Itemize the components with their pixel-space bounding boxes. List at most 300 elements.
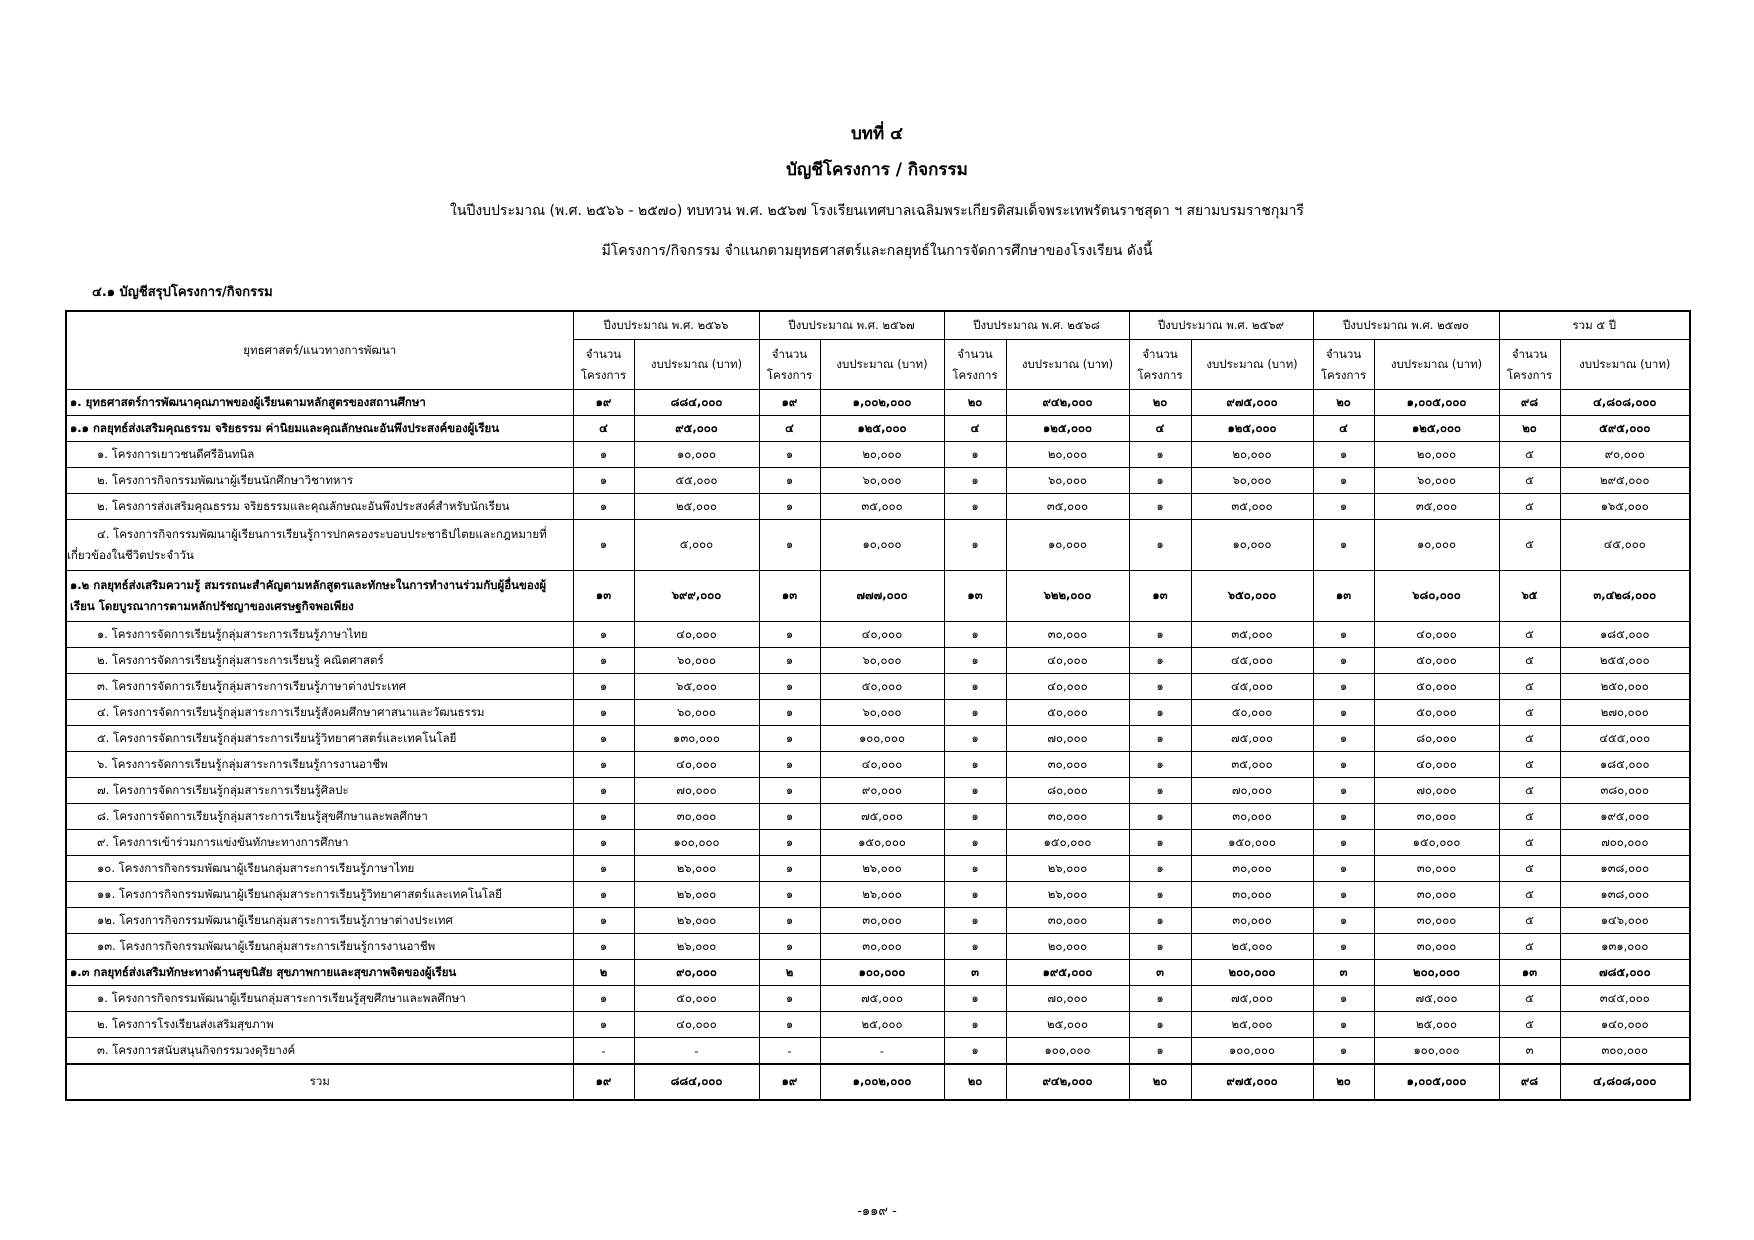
strategy-name-cell: รวม bbox=[66, 1064, 573, 1100]
budget-cell: ๖๐,๐๐๐ bbox=[1374, 468, 1499, 494]
strategy-name-cell: ๑๐. โครงการกิจกรรมพัฒนาผู้เรียนกลุ่มสาระการเรียนรู้ภาษาไทย bbox=[66, 856, 573, 882]
budget-header: งบประมาณ (บาท) bbox=[1191, 340, 1313, 390]
budget-cell: ๓๐,๐๐๐ bbox=[1374, 934, 1499, 960]
project-count-cell: ๑ bbox=[759, 442, 820, 468]
project-count-cell: ๑ bbox=[759, 856, 820, 882]
project-count-cell: ๑ bbox=[944, 442, 1006, 468]
budget-cell: ๑๙๕,๐๐๐ bbox=[1560, 804, 1690, 830]
table-row bbox=[66, 1038, 1690, 1065]
intro-line-2: มีโครงการ/กิจกรรม จำแนกตามยุทธศาสตร์และกลยุทธ์ในการจัดการศึกษาของโรงเรียน ดังนี้ bbox=[601, 243, 1153, 259]
budget-cell: ๒๖,๐๐๐ bbox=[820, 882, 944, 908]
budget-cell: ๖๘๐,๐๐๐ bbox=[1374, 571, 1499, 622]
budget-cell: ๔๐,๐๐๐ bbox=[1374, 752, 1499, 778]
project-count-cell: ๑๓ bbox=[759, 571, 820, 622]
project-count-cell: ๑ bbox=[944, 674, 1006, 700]
budget-cell: ๓๐,๐๐๐ bbox=[820, 934, 944, 960]
project-count-cell: ๑ bbox=[573, 494, 634, 520]
project-count-cell: ๕ bbox=[1499, 494, 1560, 520]
budget-cell: ๓๐,๐๐๐ bbox=[634, 804, 759, 830]
budget-header: งบประมาณ (บาท) bbox=[1006, 340, 1129, 390]
project-count-cell: ๑ bbox=[944, 1012, 1006, 1038]
table-row bbox=[66, 752, 1690, 778]
project-count-cell: ๑ bbox=[759, 908, 820, 934]
strategy-name-cell: ๘. โครงการจัดการเรียนรู้กลุ่มสาระการเรียนรู้สุขศึกษาและพลศึกษา bbox=[66, 804, 573, 830]
budget-cell: ๘๐,๐๐๐ bbox=[1374, 726, 1499, 752]
project-count-header bbox=[1499, 340, 1560, 390]
chapter-heading: บทที่ ๔ bbox=[851, 124, 903, 144]
year-header: ปีงบประมาณ พ.ศ. ๒๕๖๗ bbox=[759, 311, 944, 340]
project-count-cell: ๑ bbox=[1313, 674, 1374, 700]
budget-header: งบประมาณ (บาท) bbox=[1560, 340, 1690, 390]
table-row bbox=[66, 520, 1690, 571]
project-count-cell: ๑ bbox=[759, 622, 820, 648]
budget-cell: ๑๐๐,๐๐๐ bbox=[634, 830, 759, 856]
budget-cell: ๗๗๗,๐๐๐ bbox=[820, 571, 944, 622]
project-count-cell: ๕ bbox=[1499, 804, 1560, 830]
strategy-name-cell: ๑.๑ กลยุทธ์ส่งเสริมคุณธรรม จริยธรรม ค่านิยมและคุณลักษณะอันพึงประสงค์ของผู้เรียน bbox=[66, 416, 573, 442]
budget-cell: ๓,๔๒๘,๐๐๐ bbox=[1560, 571, 1690, 622]
project-count-cell: ๕ bbox=[1499, 986, 1560, 1012]
project-count-cell: ๕ bbox=[1499, 700, 1560, 726]
budget-cell: ๕๕,๐๐๐ bbox=[634, 468, 759, 494]
project-count-cell: ๕ bbox=[1499, 882, 1560, 908]
project-count-cell: ๒๐ bbox=[1499, 416, 1560, 442]
project-count-cell: ๑๓ bbox=[944, 571, 1006, 622]
budget-cell: ๑๘๕,๐๐๐ bbox=[1560, 622, 1690, 648]
budget-cell: ๕๐,๐๐๐ bbox=[634, 986, 759, 1012]
project-count-cell: ๑ bbox=[759, 648, 820, 674]
year-header: ปีงบประมาณ พ.ศ. ๒๕๖๘ bbox=[944, 311, 1129, 340]
project-count-cell: ๑ bbox=[1129, 908, 1191, 934]
strategy-name-cell: ๔. โครงการกิจกรรมพัฒนาผู้เรียนการเรียนรู้การปกครองระบอบประชาธิปไตยและกฎหมายที่เกี่ยวข้องในชีวิตประจำวัน bbox=[66, 520, 573, 571]
budget-cell: ๔๕,๐๐๐ bbox=[1191, 648, 1313, 674]
budget-cell: ๖๐,๐๐๐ bbox=[1006, 468, 1129, 494]
project-count-cell: ๑ bbox=[573, 778, 634, 804]
budget-cell: ๒๐,๐๐๐ bbox=[1191, 442, 1313, 468]
budget-cell: ๖๐,๐๐๐ bbox=[820, 648, 944, 674]
budget-cell: ๑๐๐,๐๐๐ bbox=[1006, 1038, 1129, 1065]
strategy-name-cell: ๒. โครงการจัดการเรียนรู้กลุ่มสาระการเรียนรู้ คณิตศาสตร์ bbox=[66, 648, 573, 674]
budget-cell: ๓๕,๐๐๐ bbox=[1374, 494, 1499, 520]
project-count-cell: ๑ bbox=[944, 934, 1006, 960]
budget-cell: ๖๐,๐๐๐ bbox=[820, 700, 944, 726]
project-count-cell: ๑ bbox=[944, 520, 1006, 571]
table-row bbox=[66, 494, 1690, 520]
budget-cell: ๓๐,๐๐๐ bbox=[1191, 908, 1313, 934]
budget-cell: ๑๔๐,๐๐๐ bbox=[1560, 1012, 1690, 1038]
project-count-cell: - bbox=[573, 1038, 634, 1065]
budget-cell: ๗๘๕,๐๐๐ bbox=[1560, 960, 1690, 986]
project-count-cell: ๒ bbox=[759, 960, 820, 986]
project-count-cell: ๓ bbox=[1313, 960, 1374, 986]
table-row bbox=[66, 882, 1690, 908]
budget-cell: ๕๙๕,๐๐๐ bbox=[1560, 416, 1690, 442]
budget-cell: ๒๕,๐๐๐ bbox=[1191, 934, 1313, 960]
budget-cell: ๓๐๐,๐๐๐ bbox=[1560, 1038, 1690, 1065]
budget-header: งบประมาณ (บาท) bbox=[1374, 340, 1499, 390]
budget-cell: ๒๕๕,๐๐๐ bbox=[1560, 648, 1690, 674]
budget-cell: ๓๕,๐๐๐ bbox=[820, 494, 944, 520]
project-count-cell: ๑ bbox=[1313, 494, 1374, 520]
year-header: ปีงบประมาณ พ.ศ. ๒๕๖๖ bbox=[573, 311, 759, 340]
project-count-cell: ๑ bbox=[1313, 752, 1374, 778]
project-count-cell: ๑ bbox=[573, 726, 634, 752]
project-count-cell: ๑ bbox=[1313, 520, 1374, 571]
strategy-name-cell: ๒. โครงการกิจกรรมพัฒนาผู้เรียนนักศึกษาวิชาทหาร bbox=[66, 468, 573, 494]
budget-cell: ๔๕๕,๐๐๐ bbox=[1560, 726, 1690, 752]
strategy-name-cell: ๙. โครงการเข้าร่วมการแข่งขันทักษะทางการศึกษา bbox=[66, 830, 573, 856]
budget-cell: ๒๖,๐๐๐ bbox=[1006, 882, 1129, 908]
count-header-line: จำนวน bbox=[1142, 346, 1178, 361]
project-count-cell: ๑๓ bbox=[573, 571, 634, 622]
budget-cell: ๓๐,๐๐๐ bbox=[1006, 908, 1129, 934]
budget-cell: ๖๙๙,๐๐๐ bbox=[634, 571, 759, 622]
project-count-cell: ๕ bbox=[1499, 778, 1560, 804]
project-count-cell: ๑ bbox=[759, 752, 820, 778]
project-count-cell: ๑ bbox=[1129, 520, 1191, 571]
project-count-cell: ๑ bbox=[1313, 778, 1374, 804]
project-count-cell: ๑ bbox=[1129, 442, 1191, 468]
budget-cell: ๕๐,๐๐๐ bbox=[1374, 700, 1499, 726]
table-row bbox=[66, 934, 1690, 960]
budget-cell: ๕,๐๐๐ bbox=[634, 520, 759, 571]
strategy-name-cell: ๑.๒ กลยุทธ์ส่งเสริมความรู้ สมรรถนะสำคัญตามหลักสูตรและทักษะในการทำงานร่วมกับผู้อื่นของผู้เรียน โดยบูรณาการตามหลักปรัชญาของเศรษฐกิจพอเพียง bbox=[66, 571, 573, 622]
project-count-cell: ๓ bbox=[944, 960, 1006, 986]
project-count-cell: ๑ bbox=[944, 726, 1006, 752]
table-row bbox=[66, 674, 1690, 700]
project-count-cell: ๑ bbox=[573, 752, 634, 778]
budget-cell: ๑๓๑,๐๐๐ bbox=[1560, 934, 1690, 960]
budget-cell: ๑,๐๐๕,๐๐๐ bbox=[1374, 1064, 1499, 1100]
budget-cell: ๙๐,๐๐๐ bbox=[820, 778, 944, 804]
year-header: ปีงบประมาณ พ.ศ. ๒๕๖๙ bbox=[1129, 311, 1313, 340]
budget-cell: ๘๘๔,๐๐๐ bbox=[634, 390, 759, 416]
budget-cell: ๑๓๘,๐๐๐ bbox=[1560, 856, 1690, 882]
budget-cell: ๔๐,๐๐๐ bbox=[634, 622, 759, 648]
project-count-cell: ๑๓ bbox=[1313, 571, 1374, 622]
table-row bbox=[66, 1012, 1690, 1038]
project-count-cell: ๒๐ bbox=[1313, 390, 1374, 416]
project-count-cell: ๑ bbox=[1129, 674, 1191, 700]
table-row bbox=[66, 571, 1690, 622]
section-title: ๔.๑ บัญชีสรุปโครงการ/กิจกรรม bbox=[92, 285, 273, 300]
budget-header: งบประมาณ (บาท) bbox=[820, 340, 944, 390]
budget-cell: ๒๖,๐๐๐ bbox=[634, 882, 759, 908]
budget-cell: ๗๐,๐๐๐ bbox=[1006, 726, 1129, 752]
budget-cell: ๓๐,๐๐๐ bbox=[1374, 804, 1499, 830]
budget-cell: ๑,๐๐๕,๐๐๐ bbox=[1374, 390, 1499, 416]
project-count-cell: ๕ bbox=[1499, 856, 1560, 882]
strategy-name-cell: ๖. โครงการจัดการเรียนรู้กลุ่มสาระการเรียนรู้การงานอาชีพ bbox=[66, 752, 573, 778]
budget-cell: ๙๔๒,๐๐๐ bbox=[1006, 1064, 1129, 1100]
project-count-cell: ๑ bbox=[759, 804, 820, 830]
project-count-cell: ๑ bbox=[573, 882, 634, 908]
budget-cell: ๓๔๕,๐๐๐ bbox=[1560, 986, 1690, 1012]
project-count-cell: ๑ bbox=[759, 674, 820, 700]
budget-cell: ๗๐,๐๐๐ bbox=[1374, 778, 1499, 804]
strategy-name-cell: ๑๒. โครงการกิจกรรมพัฒนาผู้เรียนกลุ่มสาระการเรียนรู้ภาษาต่างประเทศ bbox=[66, 908, 573, 934]
project-count-cell: ๑๓ bbox=[1499, 960, 1560, 986]
project-count-cell: ๑ bbox=[944, 986, 1006, 1012]
project-count-cell: ๑ bbox=[944, 908, 1006, 934]
project-count-cell: ๑ bbox=[1129, 726, 1191, 752]
project-count-cell: ๑ bbox=[1129, 622, 1191, 648]
project-count-cell: ๑ bbox=[944, 804, 1006, 830]
budget-cell: ๕๐,๐๐๐ bbox=[1374, 648, 1499, 674]
project-count-cell: ๑ bbox=[759, 934, 820, 960]
strategy-column-header: ยุทธศาสตร์/แนวทางการพัฒนา bbox=[66, 311, 573, 390]
strategy-name-cell: ๓. โครงการจัดการเรียนรู้กลุ่มสาระการเรียนรู้ภาษาต่างประเทศ bbox=[66, 674, 573, 700]
project-count-cell: ๑ bbox=[759, 1012, 820, 1038]
budget-cell: ๔๐,๐๐๐ bbox=[634, 1012, 759, 1038]
project-count-cell: ๕ bbox=[1499, 726, 1560, 752]
project-count-cell: ๑ bbox=[944, 622, 1006, 648]
project-count-cell: ๑ bbox=[944, 856, 1006, 882]
project-count-cell: ๑ bbox=[1129, 648, 1191, 674]
budget-cell: ๑๐,๐๐๐ bbox=[820, 520, 944, 571]
budget-cell: ๑๐๐,๐๐๐ bbox=[1374, 1038, 1499, 1065]
table-row bbox=[66, 648, 1690, 674]
budget-cell: ๓๐,๐๐๐ bbox=[820, 908, 944, 934]
table-row bbox=[66, 700, 1690, 726]
strategy-name-cell: ๕. โครงการจัดการเรียนรู้กลุ่มสาระการเรียนรู้วิทยาศาสตร์และเทคโนโลยี bbox=[66, 726, 573, 752]
project-count-cell: ๕ bbox=[1499, 908, 1560, 934]
budget-cell: ๙๗๕,๐๐๐ bbox=[1191, 1064, 1313, 1100]
project-count-cell: ๑ bbox=[1313, 468, 1374, 494]
budget-cell: ๒๖,๐๐๐ bbox=[820, 856, 944, 882]
project-count-cell: ๑๓ bbox=[1129, 571, 1191, 622]
budget-cell: ๓๘๐,๐๐๐ bbox=[1560, 778, 1690, 804]
project-count-cell: ๑ bbox=[1313, 726, 1374, 752]
table-row bbox=[66, 468, 1690, 494]
project-count-cell: ๑ bbox=[1129, 882, 1191, 908]
table-row bbox=[66, 856, 1690, 882]
budget-cell: ๕๐,๐๐๐ bbox=[820, 674, 944, 700]
budget-cell: ๑๒๕,๐๐๐ bbox=[1191, 416, 1313, 442]
strategy-name-cell: ๒. โครงการส่งเสริมคุณธรรม จริยธรรมและคุณลักษณะอันพึงประสงค์สำหรับนักเรียน bbox=[66, 494, 573, 520]
project-count-header bbox=[944, 340, 1006, 390]
budget-cell: ๑๐,๐๐๐ bbox=[1006, 520, 1129, 571]
project-count-cell: ๑ bbox=[1129, 856, 1191, 882]
project-count-cell: ๔ bbox=[1129, 416, 1191, 442]
budget-cell: ๓๐,๐๐๐ bbox=[1374, 908, 1499, 934]
budget-cell: ๑๐๐,๐๐๐ bbox=[820, 960, 944, 986]
budget-cell: ๑๐,๐๐๐ bbox=[1191, 520, 1313, 571]
project-count-cell: ๑ bbox=[1313, 700, 1374, 726]
project-count-cell: ๙๘ bbox=[1499, 1064, 1560, 1100]
project-count-cell: ๑ bbox=[759, 726, 820, 752]
project-count-cell: ๑ bbox=[1313, 804, 1374, 830]
table-row bbox=[66, 390, 1690, 416]
budget-cell: ๖๐,๐๐๐ bbox=[634, 700, 759, 726]
project-count-cell: ๑ bbox=[1129, 1038, 1191, 1065]
project-count-cell: ๑ bbox=[1313, 442, 1374, 468]
budget-cell: ๓๐,๐๐๐ bbox=[1374, 856, 1499, 882]
project-count-cell: ๑ bbox=[1313, 1012, 1374, 1038]
project-count-cell: ๑๙ bbox=[759, 1064, 820, 1100]
budget-cell: ๓๐,๐๐๐ bbox=[1006, 804, 1129, 830]
project-count-cell: ๑ bbox=[1129, 468, 1191, 494]
table-row bbox=[66, 960, 1690, 986]
project-count-cell: ๑ bbox=[1313, 882, 1374, 908]
budget-cell: ๑๕๐,๐๐๐ bbox=[820, 830, 944, 856]
budget-cell: ๓๕,๐๐๐ bbox=[1191, 622, 1313, 648]
project-count-cell: ๑ bbox=[1313, 1038, 1374, 1065]
project-count-cell: ๕ bbox=[1499, 674, 1560, 700]
project-count-cell: ๑ bbox=[1129, 494, 1191, 520]
budget-cell: ๖๒๒,๐๐๐ bbox=[1006, 571, 1129, 622]
budget-cell: ๔๕,๐๐๐ bbox=[1560, 520, 1690, 571]
project-count-cell: ๑ bbox=[1313, 856, 1374, 882]
budget-cell: ๔๐,๐๐๐ bbox=[634, 752, 759, 778]
count-header-line: โครงการ bbox=[1137, 367, 1183, 382]
project-count-header bbox=[1313, 340, 1374, 390]
budget-cell: ๗๕,๐๐๐ bbox=[1191, 986, 1313, 1012]
budget-cell: ๗๐,๐๐๐ bbox=[634, 778, 759, 804]
strategy-name-cell: ๑๑. โครงการกิจกรรมพัฒนาผู้เรียนกลุ่มสาระการเรียนรู้วิทยาศาสตร์และเทคโนโลยี bbox=[66, 882, 573, 908]
budget-cell: ๘๘๔,๐๐๐ bbox=[634, 1064, 759, 1100]
table-row bbox=[66, 830, 1690, 856]
project-count-cell: ๓ bbox=[1499, 1038, 1560, 1065]
project-count-cell: ๕ bbox=[1499, 830, 1560, 856]
budget-cell: ๑๕๐,๐๐๐ bbox=[1006, 830, 1129, 856]
project-count-cell: ๒๐ bbox=[1129, 390, 1191, 416]
project-count-cell: - bbox=[759, 1038, 820, 1065]
budget-cell: ๔๐,๐๐๐ bbox=[1006, 674, 1129, 700]
project-count-cell: ๑ bbox=[573, 986, 634, 1012]
project-count-cell: ๑ bbox=[1313, 648, 1374, 674]
table-row bbox=[66, 804, 1690, 830]
project-count-cell: ๑ bbox=[759, 468, 820, 494]
budget-cell: ๑๐,๐๐๐ bbox=[634, 442, 759, 468]
budget-cell: ๒๐,๐๐๐ bbox=[1006, 442, 1129, 468]
budget-cell: ๖๐,๐๐๐ bbox=[820, 468, 944, 494]
total-5-years-header: รวม ๕ ปี bbox=[1499, 311, 1690, 340]
budget-cell: ๓๐,๐๐๐ bbox=[1006, 622, 1129, 648]
count-header-line: จำนวน bbox=[1325, 346, 1362, 361]
project-count-cell: ๕ bbox=[1499, 752, 1560, 778]
project-count-cell: ๓ bbox=[1129, 960, 1191, 986]
project-count-cell: ๑ bbox=[944, 778, 1006, 804]
project-count-cell: ๑ bbox=[944, 882, 1006, 908]
budget-cell: ๗๐,๐๐๐ bbox=[1006, 986, 1129, 1012]
project-count-cell: ๑๙ bbox=[573, 390, 634, 416]
year-header: ปีงบประมาณ พ.ศ. ๒๕๗๐ bbox=[1313, 311, 1499, 340]
budget-cell: ๕๐,๐๐๐ bbox=[1374, 674, 1499, 700]
budget-cell: ๙๗๕,๐๐๐ bbox=[1191, 390, 1313, 416]
budget-cell: ๔๐,๐๐๐ bbox=[820, 752, 944, 778]
budget-cell: - bbox=[634, 1038, 759, 1065]
budget-cell: ๒๕,๐๐๐ bbox=[1006, 1012, 1129, 1038]
budget-cell: ๗๕,๐๐๐ bbox=[820, 804, 944, 830]
project-count-cell: ๔ bbox=[759, 416, 820, 442]
project-count-cell: ๔ bbox=[1313, 416, 1374, 442]
project-count-cell: ๒๐ bbox=[944, 1064, 1006, 1100]
project-count-cell: ๕ bbox=[1499, 1012, 1560, 1038]
budget-cell: ๗๐,๐๐๐ bbox=[1191, 778, 1313, 804]
project-count-cell: ๑ bbox=[1129, 700, 1191, 726]
project-count-cell: ๑ bbox=[1313, 934, 1374, 960]
project-count-cell: ๑ bbox=[944, 494, 1006, 520]
project-count-cell: ๑ bbox=[573, 520, 634, 571]
project-count-cell: ๒๐ bbox=[1313, 1064, 1374, 1100]
count-header-line: จำนวน bbox=[771, 346, 808, 361]
budget-cell: ๙๐,๐๐๐ bbox=[1560, 442, 1690, 468]
budget-cell: ๒๕,๐๐๐ bbox=[1374, 1012, 1499, 1038]
project-count-cell: ๑ bbox=[573, 442, 634, 468]
budget-cell: ๑๕๐,๐๐๐ bbox=[1374, 830, 1499, 856]
project-count-cell: ๑ bbox=[573, 934, 634, 960]
budget-cell: ๙๕,๐๐๐ bbox=[634, 416, 759, 442]
budget-cell: ๗๕,๐๐๐ bbox=[1191, 726, 1313, 752]
budget-cell: ๑๓๘,๐๐๐ bbox=[1560, 882, 1690, 908]
budget-cell: ๓๐,๐๐๐ bbox=[1191, 882, 1313, 908]
page-number: -๑๑๙ - bbox=[857, 1204, 897, 1219]
project-count-cell: ๑ bbox=[1129, 830, 1191, 856]
budget-cell: ๑๙๕,๐๐๐ bbox=[1006, 960, 1129, 986]
budget-cell: ๑๐,๐๐๐ bbox=[1374, 520, 1499, 571]
budget-cell: ๒๐๐,๐๐๐ bbox=[1374, 960, 1499, 986]
budget-cell: ๗๕,๐๐๐ bbox=[820, 986, 944, 1012]
strategy-name-cell: ๔. โครงการจัดการเรียนรู้กลุ่มสาระการเรียนรู้สังคมศึกษาศาสนาและวัฒนธรรม bbox=[66, 700, 573, 726]
project-count-cell: ๒๐ bbox=[1129, 1064, 1191, 1100]
budget-cell: ๓๐,๐๐๐ bbox=[1374, 882, 1499, 908]
strategy-name-cell: ๑. ยุทธศาสตร์การพัฒนาคุณภาพของผู้เรียนตามหลักสูตรของสถานศึกษา bbox=[66, 390, 573, 416]
project-count-cell: ๖๕ bbox=[1499, 571, 1560, 622]
count-header-line: โครงการ bbox=[580, 367, 627, 382]
budget-cell: ๑๖๕,๐๐๐ bbox=[1560, 494, 1690, 520]
project-count-cell: ๕ bbox=[1499, 468, 1560, 494]
budget-cell: ๕๐,๐๐๐ bbox=[1006, 700, 1129, 726]
project-count-cell: ๕ bbox=[1499, 442, 1560, 468]
budget-cell: ๑,๐๐๒,๐๐๐ bbox=[820, 390, 944, 416]
budget-cell: ๑๘๕,๐๐๐ bbox=[1560, 752, 1690, 778]
strategy-name-cell: ๒. โครงการโรงเรียนส่งเสริมสุขภาพ bbox=[66, 1012, 573, 1038]
count-header-line: จำนวน bbox=[957, 346, 993, 361]
strategy-name-cell: ๑. โครงการจัดการเรียนรู้กลุ่มสาระการเรียนรู้ภาษาไทย bbox=[66, 622, 573, 648]
project-count-cell: ๒ bbox=[573, 960, 634, 986]
table-header bbox=[66, 311, 1690, 390]
project-count-cell: ๑ bbox=[944, 468, 1006, 494]
budget-cell: ๔,๘๐๘,๐๐๐ bbox=[1560, 390, 1690, 416]
project-count-cell: ๕ bbox=[1499, 622, 1560, 648]
budget-cell: ๒๖,๐๐๐ bbox=[634, 856, 759, 882]
budget-cell: ๓๕,๐๐๐ bbox=[1191, 494, 1313, 520]
strategy-name-cell: ๑. โครงการกิจกรรมพัฒนาผู้เรียนกลุ่มสาระการเรียนรู้สุขศึกษาและพลศึกษา bbox=[66, 986, 573, 1012]
budget-cell: ๙๐,๐๐๐ bbox=[634, 960, 759, 986]
budget-cell: ๖๕,๐๐๐ bbox=[634, 674, 759, 700]
project-count-cell: ๑ bbox=[759, 494, 820, 520]
project-count-header bbox=[759, 340, 820, 390]
project-count-cell: ๔ bbox=[944, 416, 1006, 442]
budget-cell: ๓๕,๐๐๐ bbox=[1191, 752, 1313, 778]
budget-cell: ๙๔๒,๐๐๐ bbox=[1006, 390, 1129, 416]
table-row bbox=[66, 726, 1690, 752]
table-row bbox=[66, 778, 1690, 804]
budget-cell: ๔๐,๐๐๐ bbox=[820, 622, 944, 648]
budget-cell: ๑๕๐,๐๐๐ bbox=[1191, 830, 1313, 856]
project-count-cell: ๑ bbox=[944, 700, 1006, 726]
budget-cell: ๒๖,๐๐๐ bbox=[634, 908, 759, 934]
project-count-cell: ๑๙ bbox=[759, 390, 820, 416]
project-count-cell: ๑ bbox=[573, 1012, 634, 1038]
strategy-name-cell: ๑.๓ กลยุทธ์ส่งเสริมทักษะทางด้านสุขนิสัย สุขภาพกายและสุขภาพจิตของผู้เรียน bbox=[66, 960, 573, 986]
budget-cell: ๑๓๐,๐๐๐ bbox=[634, 726, 759, 752]
project-count-cell: ๑ bbox=[1129, 804, 1191, 830]
project-count-cell: ๑ bbox=[1129, 778, 1191, 804]
budget-cell: ๗๐๐,๐๐๐ bbox=[1560, 830, 1690, 856]
project-count-cell: ๑ bbox=[573, 648, 634, 674]
